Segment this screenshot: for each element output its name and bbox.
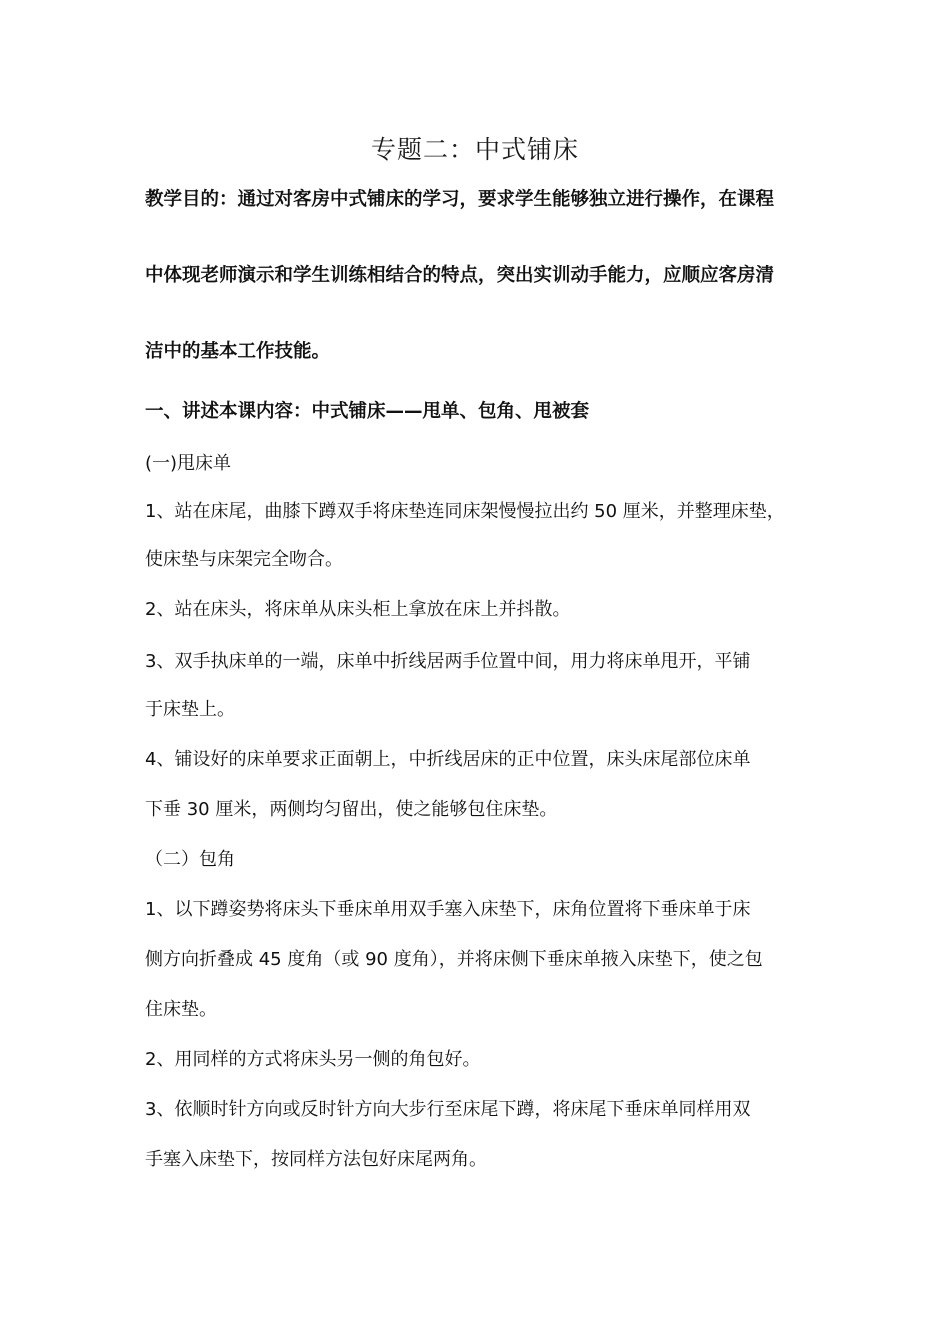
- subsection-heading-corner: （二）包角: [145, 849, 235, 870]
- paragraph-line: 2、用同样的方式将床头另一侧的角包好。: [145, 1049, 481, 1070]
- paragraph-line: 2、站在床头，将床单从床头柜上拿放在床上并抖散。: [145, 599, 571, 620]
- document-title: 专题二：中式铺床: [370, 135, 579, 164]
- objective-line-3: 洁中的基本工作技能。: [145, 341, 331, 362]
- paragraph-line: 于床垫上。: [145, 699, 235, 720]
- paragraph-line: 3、依顺时针方向或反时针方向大步行至床尾下蹲，将床尾下垂床单同样用双: [145, 1099, 751, 1120]
- paragraph-line: 住床垫。: [145, 999, 217, 1020]
- paragraph-line: 3、双手执床单的一端，床单中折线居两手位置中间，用力将床单甩开，平铺: [145, 651, 751, 672]
- objective-line-1: 教学目的：通过对客房中式铺床的学习，要求学生能够独立进行操作，在课程: [145, 189, 775, 210]
- paragraph-line: 下垂 30 厘米，两侧均匀留出，使之能够包住床垫。: [145, 799, 558, 820]
- paragraph-line: 使床垫与床架完全吻合。: [145, 549, 343, 570]
- section-heading: 一、讲述本课内容：中式铺床——甩单、包角、甩被套: [145, 401, 590, 422]
- paragraph-line: 4、铺设好的床单要求正面朝上，中折线居床的正中位置，床头床尾部位床单: [145, 749, 751, 770]
- paragraph-line: 1、站在床尾，曲膝下蹲双手将床垫连同床架慢慢拉出约 50 厘米，并整理床垫，: [145, 501, 785, 522]
- paragraph-line: 侧方向折叠成 45 度角（或 90 度角），并将床侧下垂床单掖入床垫下，使之包: [145, 949, 763, 970]
- paragraph-line: 手塞入床垫下，按同样方法包好床尾两角。: [145, 1149, 487, 1170]
- paragraph-line: 1、以下蹲姿势将床头下垂床单用双手塞入床垫下，床角位置将下垂床单于床: [145, 899, 751, 920]
- objective-line-2: 中体现老师演示和学生训练相结合的特点，突出实训动手能力，应顺应客房清: [145, 265, 775, 286]
- subsection-heading-bed-sheet: (一)甩床单: [145, 453, 232, 474]
